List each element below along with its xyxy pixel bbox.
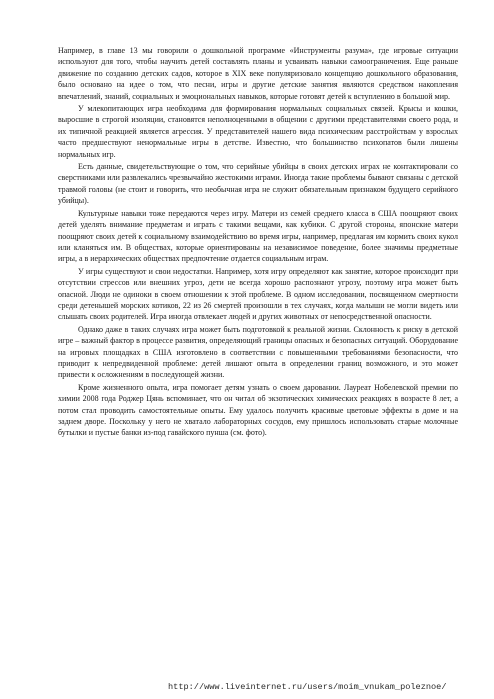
paragraph: У млекопитающих игра необходима для формирования нормальных социальных связей. Крысы и кошки, выросшие в строгой изоляции, становятся неполноценными в общении с другими представителями своего рода, и их типичной реакцией является агрессия. У представителей нашего вида психическим расстройствам у взрослых часто предшествуют ненормальные игры в детстве. Известно, что большинство психопатов были лишены нормальных игр.: [58, 104, 458, 159]
paragraph: Например, в главе 13 мы говорили о дошкольной программе «Инструменты разума», где игровые ситуации используют для того, чтобы научить детей составлять планы и усваивать навыки самоограничения. Еще раньше движение по созданию детских садов, которое в XIX веке популяризовало концепцию дошкольного образования, было основано на идее о том, что песни, игры и другие детские занятия являются средством накопления впечатлений, знаний, социальных и эмоциональных навыков, которые готовят детей к вступлению в большой мир.: [58, 46, 458, 101]
paragraph: Есть данные, свидетельствующие о том, что серийные убийцы в своих детских играх не контактировали со сверстниками или развлекались чрезвычайно жестокими играми. Иногда такие проблемы бывают связаны с детской травмой головы (не стоит и говорить, что необычная игра не служит обязательным признаком будущего серийного убийцы).: [58, 162, 458, 206]
source-url: http://www.liveinternet.ru/users/moim_vnukam_poleznoe/: [168, 682, 447, 692]
paragraph: У игры существуют и свои недостатки. Например, хотя игру определяют как занятие, которое происходит при отсутствии стрессов или внешних угроз, дети не всегда хорошо распознают угрозу, поэтому игра может быть опасной. Люди не одиноки в своем отношении к этой проблеме. В одном исследовании, посвященном смертности среди детенышей морских котиков, 22 из 26 смертей произошли в тех случаях, когда малыши не могли видеть или слышать своих родителей. Игра иногда отвлекает людей и других животных от непосредственной опасности.: [58, 266, 458, 322]
paragraph: Кроме жизненного опыта, игра помогает детям узнать о своем даровании. Лауреат Нобелевской премии по химии 2008 года Роджер Цянь вспоминает, что он читал об экзотических химических реакциях в возрасте 8 лет, а потом стал проводить самостоятельные опыты. Ему удалось получить красивые цветовые эффекты в доме и на заднем дворе. Поскольку у него не хватало лабораторных сосудов, ему пришлось использовать старые молочные бутылки и пустые банки из-под гавайского пунша (см. фото).: [58, 382, 458, 438]
paragraph: Однако даже в таких случаях игра может быть подготовкой к реальной жизни. Склонность к риску в детской игре – важный фактор в процессе развития, определяющий границы опасных и безопасных ситуаций. Оборудование на игровых площадках в США изготовлено в соответствии с повышенными требованиями безопасности, что приводит к непредвиденной проблеме: детей лишают опыта в определении границ возможного, и это может привести к осложнениям в последующей жизни.: [58, 324, 458, 380]
document-page: [58, 45, 458, 440]
paragraph: Культурные навыки тоже передаются через игру. Матери из семей среднего класса в США поощряют своих детей уделять внимание предметам и играть с такими вещами, как кубики. С другой стороны, японские матери поощряют своих детей к социальному взаимодействию во время игры, например, предлагая им кормить своих кукол или кланяться им. В обществах, которые ориентированы на независимое поведение, более значимы предметные игры, а в иерархических обществах предпочтение отдается социальным играм.: [58, 208, 458, 264]
